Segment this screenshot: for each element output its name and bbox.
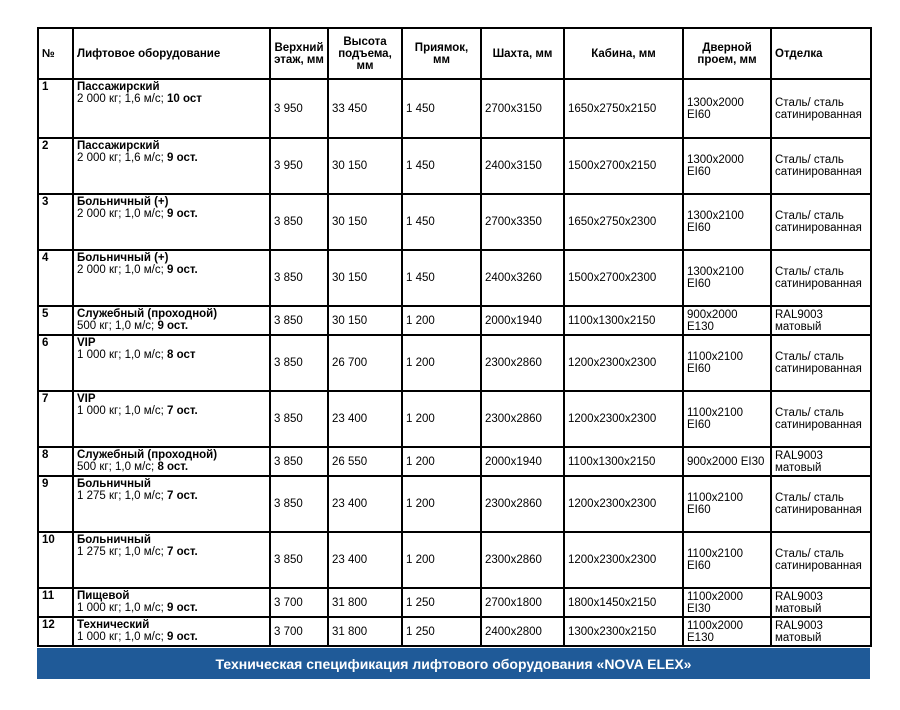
equipment-cell xyxy=(73,532,270,588)
footer-title: Техническая спецификация лифтового оборудования «NOVA ELEX» xyxy=(215,655,692,672)
equipment-cell xyxy=(73,476,270,532)
pit-cell: 1 450 xyxy=(402,250,481,306)
shaft-cell: 2400x2800 xyxy=(481,617,564,646)
equipment-stops: 9 ост. xyxy=(167,208,198,220)
equipment-cell xyxy=(73,617,270,646)
pit-cell: 1 450 xyxy=(402,79,481,138)
cabin-cell: 1500x2700x2150 xyxy=(564,138,683,194)
rise-cell: 30 150 xyxy=(328,250,402,306)
shaft-cell: 2000x1940 xyxy=(481,306,564,335)
table-row xyxy=(38,250,871,306)
equipment-stops: 8 ост xyxy=(167,349,196,361)
equipment-name: Пищевой xyxy=(77,590,130,602)
equipment-cell xyxy=(73,306,270,335)
equipment-cell xyxy=(73,391,270,447)
door-cell: 1100x2100 EI60 xyxy=(683,335,771,391)
equipment-cell xyxy=(73,79,270,138)
col-header-shaft: Шахта, мм xyxy=(481,28,564,79)
table-row xyxy=(38,447,871,476)
row-number: 6 xyxy=(38,335,73,391)
equipment-cell xyxy=(73,588,270,617)
spec-table xyxy=(37,27,872,647)
equipment-stops: 7 ост. xyxy=(167,490,198,502)
door-cell: 1300x2100 EI60 xyxy=(683,194,771,250)
door-cell: 1100x2100 EI60 xyxy=(683,476,771,532)
table-row xyxy=(38,391,871,447)
top-floor-cell: 3 850 xyxy=(270,306,328,335)
equipment-stops: 9 ост. xyxy=(167,602,198,614)
equipment-spec: 1 000 кг; 1,0 м/с; xyxy=(77,349,164,361)
table-row xyxy=(38,306,871,335)
top-floor-cell: 3 850 xyxy=(270,476,328,532)
equipment-spec: 500 кг; 1,0 м/с; xyxy=(77,461,155,473)
pit-cell: 1 200 xyxy=(402,306,481,335)
table-row xyxy=(38,335,871,391)
col-header-num: № xyxy=(38,28,73,79)
finish-cell: RAL9003 матовый xyxy=(771,447,871,476)
door-cell: 1100x2000 E130 xyxy=(683,617,771,646)
equipment-spec: 500 кг; 1,0 м/с; xyxy=(77,320,155,332)
cabin-cell: 1100x1300x2150 xyxy=(564,447,683,476)
rise-cell: 30 150 xyxy=(328,306,402,335)
header-row xyxy=(38,28,871,79)
equipment-cell xyxy=(73,335,270,391)
equipment-name: Больничный (+) xyxy=(77,196,169,208)
equipment-name: VIP xyxy=(77,393,96,405)
door-cell: 1100x2000 EI30 xyxy=(683,588,771,617)
cabin-cell: 1100x1300x2150 xyxy=(564,306,683,335)
equipment-stops: 7 ост. xyxy=(167,546,198,558)
pit-cell: 1 250 xyxy=(402,617,481,646)
equipment-name: Технический xyxy=(77,619,150,631)
equipment-name: Пассажирский xyxy=(77,140,160,152)
rise-cell: 23 400 xyxy=(328,532,402,588)
shaft-cell: 2300x2860 xyxy=(481,532,564,588)
finish-cell: Сталь/ сталь сатинированная xyxy=(771,476,871,532)
door-cell: 900x2000 E130 xyxy=(683,306,771,335)
table-row xyxy=(38,79,871,138)
cabin-cell: 1200x2300x2300 xyxy=(564,532,683,588)
table-body xyxy=(38,79,871,646)
finish-cell: Сталь/ сталь сатинированная xyxy=(771,391,871,447)
row-number: 2 xyxy=(38,138,73,194)
table-row xyxy=(38,588,871,617)
col-header-pit: Приямок, мм xyxy=(402,28,481,79)
table-row xyxy=(38,194,871,250)
equipment-stops: 9 ост. xyxy=(167,152,198,164)
cabin-cell: 1200x2300x2300 xyxy=(564,476,683,532)
shaft-cell: 2300x2860 xyxy=(481,335,564,391)
col-header-rise: Высота подъема, мм xyxy=(328,28,402,79)
rise-cell: 26 700 xyxy=(328,335,402,391)
shaft-cell: 2300x2860 xyxy=(481,476,564,532)
top-floor-cell: 3 700 xyxy=(270,617,328,646)
equipment-stops: 10 ост xyxy=(167,93,202,105)
equipment-spec: 2 000 кг; 1,0 м/с; xyxy=(77,264,164,276)
row-number: 10 xyxy=(38,532,73,588)
shaft-cell: 2000x1940 xyxy=(481,447,564,476)
shaft-cell: 2700x3350 xyxy=(481,194,564,250)
col-header-equipment: Лифтовое оборудование xyxy=(73,28,270,79)
row-number: 12 xyxy=(38,617,73,646)
door-cell: 1300x2100 EI60 xyxy=(683,250,771,306)
top-floor-cell: 3 850 xyxy=(270,335,328,391)
cabin-cell: 1300x2300x2150 xyxy=(564,617,683,646)
top-floor-cell: 3 850 xyxy=(270,194,328,250)
equipment-stops: 9 ост. xyxy=(167,264,198,276)
shaft-cell: 2300x2860 xyxy=(481,391,564,447)
finish-cell: RAL9003 матовый xyxy=(771,588,871,617)
rise-cell: 30 150 xyxy=(328,138,402,194)
rise-cell: 23 400 xyxy=(328,391,402,447)
pit-cell: 1 200 xyxy=(402,532,481,588)
top-floor-cell: 3 850 xyxy=(270,447,328,476)
equipment-cell xyxy=(73,250,270,306)
cabin-cell: 1800x1450x2150 xyxy=(564,588,683,617)
pit-cell: 1 200 xyxy=(402,447,481,476)
equipment-spec: 2 000 кг; 1,6 м/с; xyxy=(77,93,164,105)
table-row xyxy=(38,476,871,532)
rise-cell: 33 450 xyxy=(328,79,402,138)
equipment-spec: 1 275 кг; 1,0 м/с; xyxy=(77,546,164,558)
finish-cell: Сталь/ сталь сатинированная xyxy=(771,250,871,306)
finish-cell: Сталь/ сталь сатинированная xyxy=(771,335,871,391)
equipment-stops: 7 ост. xyxy=(167,405,198,417)
equipment-name: Служебный (проходной) xyxy=(77,308,218,320)
finish-cell: Сталь/ сталь сатинированная xyxy=(771,532,871,588)
equipment-spec: 1 000 кг; 1,0 м/с; xyxy=(77,602,164,614)
finish-cell: Сталь/ сталь сатинированная xyxy=(771,138,871,194)
row-number: 5 xyxy=(38,306,73,335)
door-cell: 1300x2000 EI60 xyxy=(683,138,771,194)
col-header-top-floor: Верхний этаж, мм xyxy=(270,28,328,79)
rise-cell: 30 150 xyxy=(328,194,402,250)
top-floor-cell: 3 950 xyxy=(270,79,328,138)
equipment-spec: 1 275 кг; 1,0 м/с; xyxy=(77,490,164,502)
footer-bar xyxy=(37,648,870,679)
col-header-door: Дверной проем, мм xyxy=(683,28,771,79)
equipment-cell xyxy=(73,447,270,476)
shaft-cell: 2400x3260 xyxy=(481,250,564,306)
row-number: 9 xyxy=(38,476,73,532)
row-number: 3 xyxy=(38,194,73,250)
pit-cell: 1 450 xyxy=(402,194,481,250)
equipment-stops: 9 ост. xyxy=(157,320,189,332)
pit-cell: 1 450 xyxy=(402,138,481,194)
equipment-spec: 1 000 кг; 1,0 м/с; xyxy=(77,405,164,417)
row-number: 4 xyxy=(38,250,73,306)
col-header-finish: Отделка xyxy=(771,28,871,79)
row-number: 8 xyxy=(38,447,73,476)
shaft-cell: 2700x1800 xyxy=(481,588,564,617)
equipment-name: Больничный (+) xyxy=(77,252,169,264)
equipment-name: Служебный (проходной) xyxy=(77,449,218,461)
table-row xyxy=(38,617,871,646)
col-header-cabin: Кабина, мм xyxy=(564,28,683,79)
row-number: 11 xyxy=(38,588,73,617)
rise-cell: 26 550 xyxy=(328,447,402,476)
door-cell: 1300x2000 EI60 xyxy=(683,79,771,138)
finish-cell: Сталь/ сталь сатинированная xyxy=(771,79,871,138)
finish-cell: RAL9003 матовый xyxy=(771,617,871,646)
finish-cell: Сталь/ сталь сатинированная xyxy=(771,194,871,250)
pit-cell: 1 200 xyxy=(402,335,481,391)
pit-cell: 1 250 xyxy=(402,588,481,617)
cabin-cell: 1650x2750x2150 xyxy=(564,79,683,138)
top-floor-cell: 3 850 xyxy=(270,391,328,447)
equipment-name: Больничный xyxy=(77,534,151,546)
table-row xyxy=(38,532,871,588)
row-number: 1 xyxy=(38,79,73,138)
top-floor-cell: 3 950 xyxy=(270,138,328,194)
equipment-stops: 9 ост. xyxy=(167,631,198,643)
pit-cell: 1 200 xyxy=(402,391,481,447)
table-row xyxy=(38,138,871,194)
cabin-cell: 1200x2300x2300 xyxy=(564,335,683,391)
shaft-cell: 2400x3150 xyxy=(481,138,564,194)
rise-cell: 23 400 xyxy=(328,476,402,532)
equipment-stops: 8 ост. xyxy=(157,461,189,473)
rise-cell: 31 800 xyxy=(328,617,402,646)
equipment-spec: 2 000 кг; 1,0 м/с; xyxy=(77,208,164,220)
equipment-name: VIP xyxy=(77,337,96,349)
cabin-cell: 1650x2750x2300 xyxy=(564,194,683,250)
pit-cell: 1 200 xyxy=(402,476,481,532)
cabin-cell: 1200x2300x2300 xyxy=(564,391,683,447)
top-floor-cell: 3 700 xyxy=(270,588,328,617)
cabin-cell: 1500x2700x2300 xyxy=(564,250,683,306)
equipment-spec: 2 000 кг; 1,6 м/с; xyxy=(77,152,164,164)
door-cell: 1100x2100 EI60 xyxy=(683,532,771,588)
door-cell: 1100x2100 EI60 xyxy=(683,391,771,447)
equipment-name: Больничный xyxy=(77,478,151,490)
equipment-spec: 1 000 кг; 1,0 м/с; xyxy=(77,631,164,643)
equipment-cell xyxy=(73,138,270,194)
finish-cell: RAL9003 матовый xyxy=(771,306,871,335)
door-cell: 900x2000 EI30 xyxy=(683,447,771,476)
equipment-name: Пассажирский xyxy=(77,81,160,93)
top-floor-cell: 3 850 xyxy=(270,250,328,306)
rise-cell: 31 800 xyxy=(328,588,402,617)
top-floor-cell: 3 850 xyxy=(270,532,328,588)
row-number: 7 xyxy=(38,391,73,447)
equipment-cell xyxy=(73,194,270,250)
shaft-cell: 2700x3150 xyxy=(481,79,564,138)
